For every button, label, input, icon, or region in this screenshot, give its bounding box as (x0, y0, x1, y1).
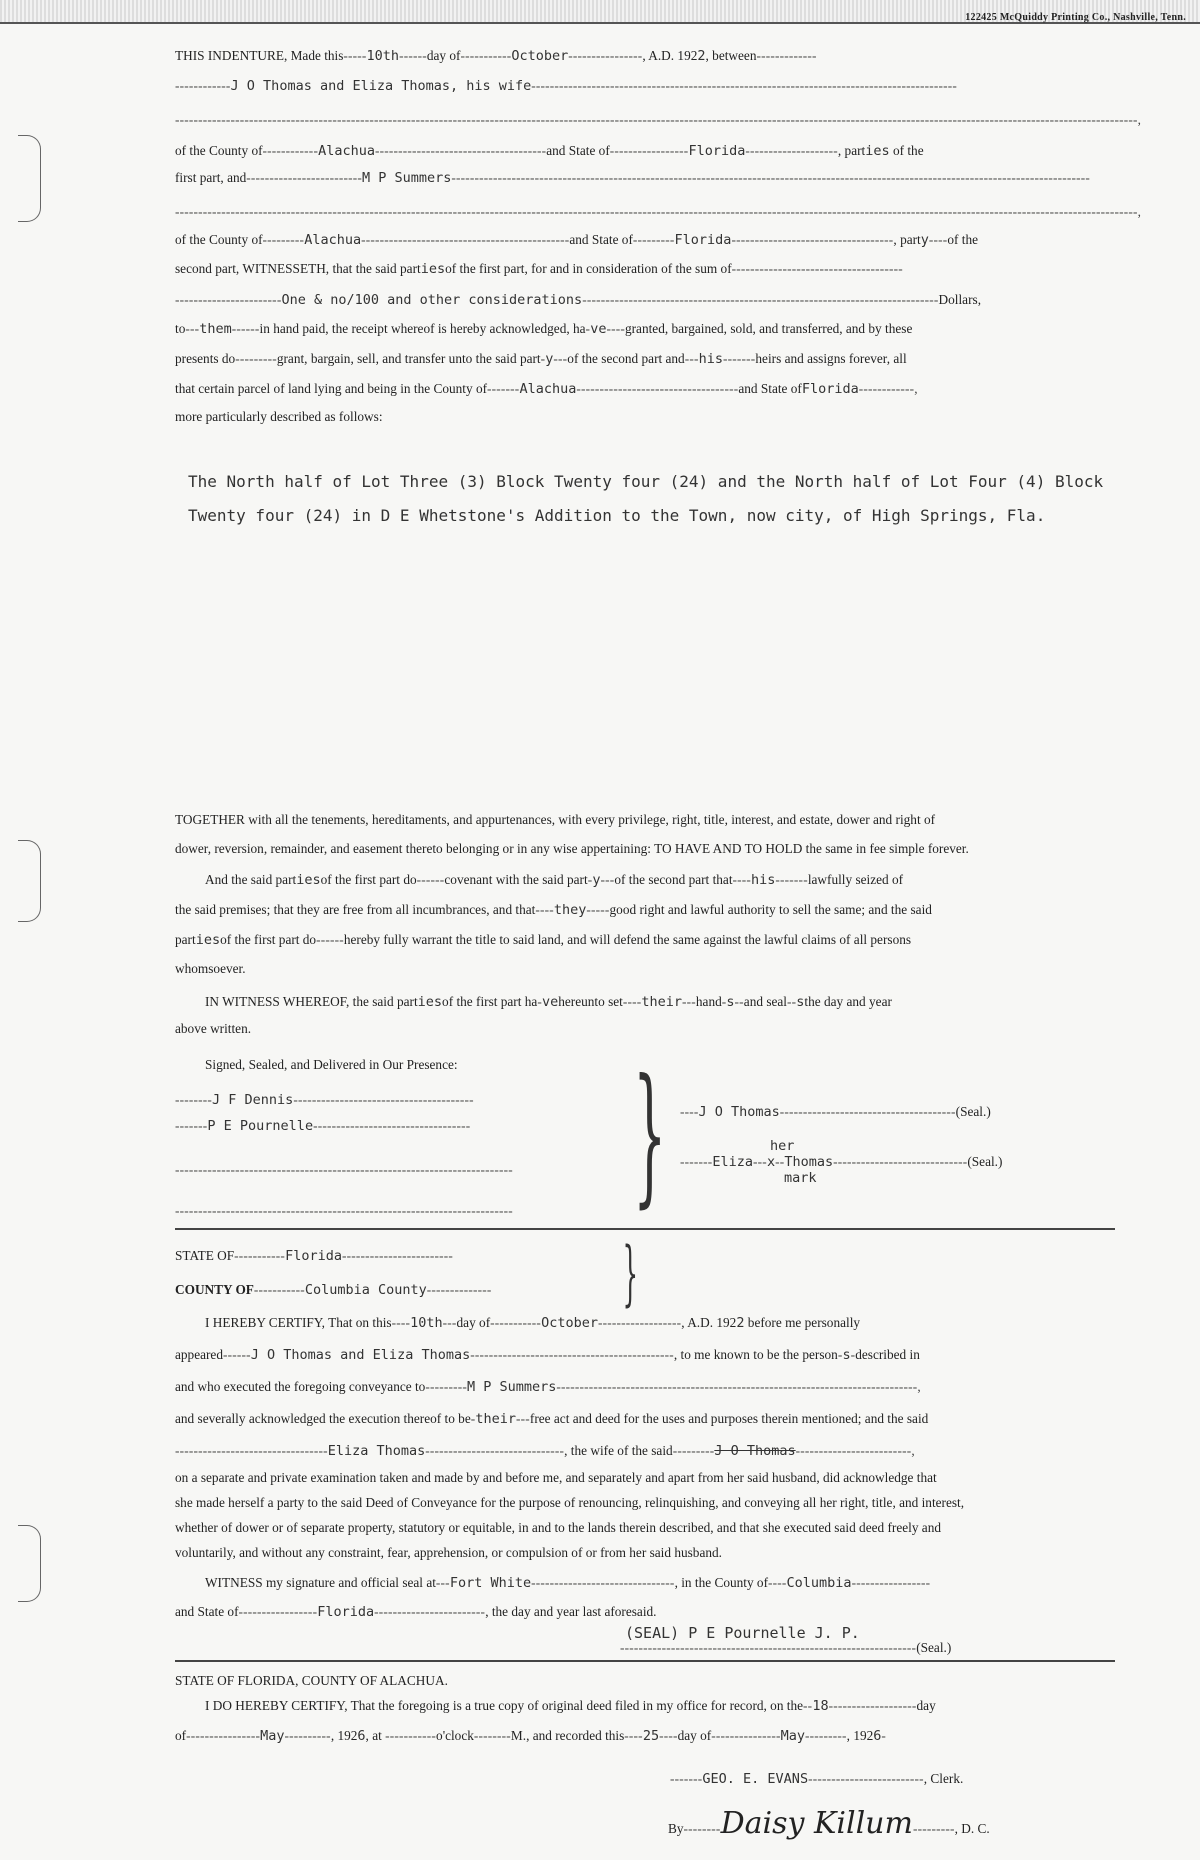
blank-witness-line: ------------------------------------------------------------------------- (175, 1162, 513, 1177)
executed-line: and who executed the foregoing conveyance to---------M P Summers------------------------------------------------------------------------------, (175, 1379, 921, 1395)
appeared-line: appeared------J O Thomas and Eliza Thomas--------------------------------------------, to me known to be the person-s-described in (175, 1347, 920, 1363)
more-line: more particularly described as follows: (175, 409, 383, 424)
signer-1-line: ----J O Thomas--------------------------------------(Seal.) (680, 1104, 991, 1120)
brace: } (622, 1232, 639, 1314)
dower-line: dower, reversion, remainder, and easement thereto belonging or in any wise appertaining: TO HAVE AND TO HOLD the same in fee simple forever. (175, 841, 969, 856)
her-label: her (770, 1138, 795, 1154)
county-line-2: of the County of---------Alachua---------------------------------------------and State of---------Florida-----------------------------------, party----of the (175, 232, 979, 248)
binder-hole-mark (18, 840, 41, 922)
recording-heading: STATE OF FLORIDA, COUNTY OF ALACHUA. (175, 1673, 448, 1688)
officer-seal-line: ----------------------------------------------------------------(Seal.) (620, 1640, 952, 1655)
land-description: The North half of Lot Three (3) Block Twenty four (24) and the North half of Lot Four (4) Block Twenty four (24) in D E Whetstone's Addition to the Town, now city, of High Springs, Fla. (188, 472, 1104, 525)
warrant-line: partiesof the first part do------hereby fully warrant the title to said land, and will defend the same against the lawful claims of all persons (175, 932, 912, 948)
wife-line: ---------------------------------Eliza Thomas------------------------------, the wife of the said---------J O Thomas-------------------------, (175, 1443, 915, 1459)
ack-county-line: COUNTY OF-----------Columbia County-------------- (175, 1282, 492, 1298)
blank-witness-line: ------------------------------------------------------------------------- (175, 1203, 513, 1218)
presence-label: Signed, Sealed, and Delivered in Our Presence: (205, 1057, 458, 1072)
whomsoever-line: whomsoever. (175, 961, 246, 976)
printer-imprint: 122425 McQuiddy Printing Co., Nashville, Tenn. (965, 12, 1186, 23)
witness-b-line: -------P E Pournelle---------------------------------- (175, 1118, 471, 1134)
ack-paragraph-3: whether of dower or of separate property, statutory or equitable, in and to the lands therein described, and that she executed said deed freely and (175, 1520, 942, 1535)
ack-paragraph-2: she made herself a party to the said Deed of Conveyance for the purpose of renouncing, relinquishing, and conveying all her right, title, and interest, (175, 1495, 965, 1510)
grantors-line: ------------J O Thomas and Eliza Thomas, his wife-------------------------------------------------------------------------------------------- (175, 78, 958, 94)
paid-line: to---them------in hand paid, the receipt whereof is hereby acknowledged, ha-ve----granted, bargained, sold, and transferred, and by these (175, 321, 913, 337)
ack-paragraph-1: on a separate and private examination taken and made by and before me, and separately and apart from her said husband, did acknowledge that (175, 1470, 937, 1485)
parcel-line: that certain parcel of land lying and being in the County of-------Alachua-----------------------------------and State ofFlorida------------, (175, 381, 918, 397)
clerk-line: -------GEO. E. EVANS-------------------------, Clerk. (670, 1771, 964, 1787)
premises-line: the said premises; that they are free from all incumbrances, and that----they-----good right and lawful authority to sell the same; and the said (175, 902, 932, 918)
ack-state-line: STATE OF-----------Florida------------------------ (175, 1248, 454, 1264)
section-rule (175, 1228, 1115, 1230)
recording-certify-line: I DO HEREBY CERTIFY, That the foregoing is a true copy of original deed filed in my office for record, on the--18-------------------day (205, 1698, 936, 1714)
sum-line: -----------------------One & no/100 and other considerations-----------------------------------------------------------------------------Dollars, (175, 292, 982, 308)
recording-date-line: of----------------May----------, 1926, at -----------o'clock--------M., and recorded this----25----day of---------------May---------, 1926- (175, 1728, 887, 1744)
ack-certify-line: I HEREBY CERTIFY, That on this----10th---day of-----------October------------------, A.D. 1922 before me personally (205, 1315, 861, 1331)
grantee-line: first part, and-------------------------M P Summers------------------------------------------------------------------------------------------------------------------------------------------ (175, 170, 1091, 186)
above-written-line: above written. (175, 1021, 252, 1036)
blank-line: ----------------------------------------------------------------------------------------------------------------------------------------------------------------------------------------------------------------, (175, 204, 1142, 219)
severally-line: and severally acknowledged the execution thereof to be-their---free act and deed for the uses and purposes therein mentioned; and the said (175, 1411, 929, 1427)
brace: } (633, 1048, 667, 1222)
mark-label: mark (784, 1170, 817, 1186)
witness-whereof-line: IN WITNESS WHEREOF, the said partiesof the first part ha-vehereunto set----their---hand-s--and seal--sthe day and year (205, 994, 892, 1010)
blank-line: ----------------------------------------------------------------------------------------------------------------------------------------------------------------------------------------------------------------, (175, 112, 1142, 127)
together-line: TOGETHER with all the tenements, hereditaments, and appurtenances, with every privilege, right, title, interest, and estate, dower and right of (175, 812, 936, 827)
witness-seal-line: WITNESS my signature and official seal at---Fort White-------------------------------, in the County of----Columbia----------------- (205, 1575, 931, 1591)
indenture-line: THIS INDENTURE, Made this-----10th------day of-----------October----------------, A.D. 1922, between------------- (175, 48, 817, 64)
witnesseth-line: second part, WITNESSETH, that the said partiesof the first part, for and in consideration of the sum of------------------------------------- (175, 261, 903, 277)
binder-hole-mark (18, 135, 41, 222)
officer-signature: (SEAL) P E Pournelle J. P. (625, 1624, 860, 1642)
covenant-line: And the said partiesof the first part do------covenant with the said part-y---of the second part that----his-------lawfully seized of (205, 872, 904, 888)
presents-line: presents do---------grant, bargain, sell, and transfer unto the said part-y---of the second part and---his-------heirs and assigns forever, all (175, 351, 907, 367)
deputy-line: By--------Daisy Killum---------, D. C. (668, 1806, 990, 1841)
binder-hole-mark (18, 1525, 41, 1602)
signer-2-line: -------Eliza---x--Thomas-----------------------------(Seal.) (680, 1154, 1003, 1170)
witness-a-line: --------J F Dennis--------------------------------------- (175, 1092, 474, 1108)
state-last-line: and State of-----------------Florida------------------------, the day and year last aforesaid. (175, 1604, 657, 1620)
ack-paragraph-4: voluntarily, and without any constraint, fear, apprehension, or compulsion of or from her said husband. (175, 1545, 722, 1560)
section-rule (175, 1660, 1115, 1662)
county-line-1: of the County of------------Alachua-------------------------------------and State of-----------------Florida--------------------, parties of the (175, 143, 924, 159)
